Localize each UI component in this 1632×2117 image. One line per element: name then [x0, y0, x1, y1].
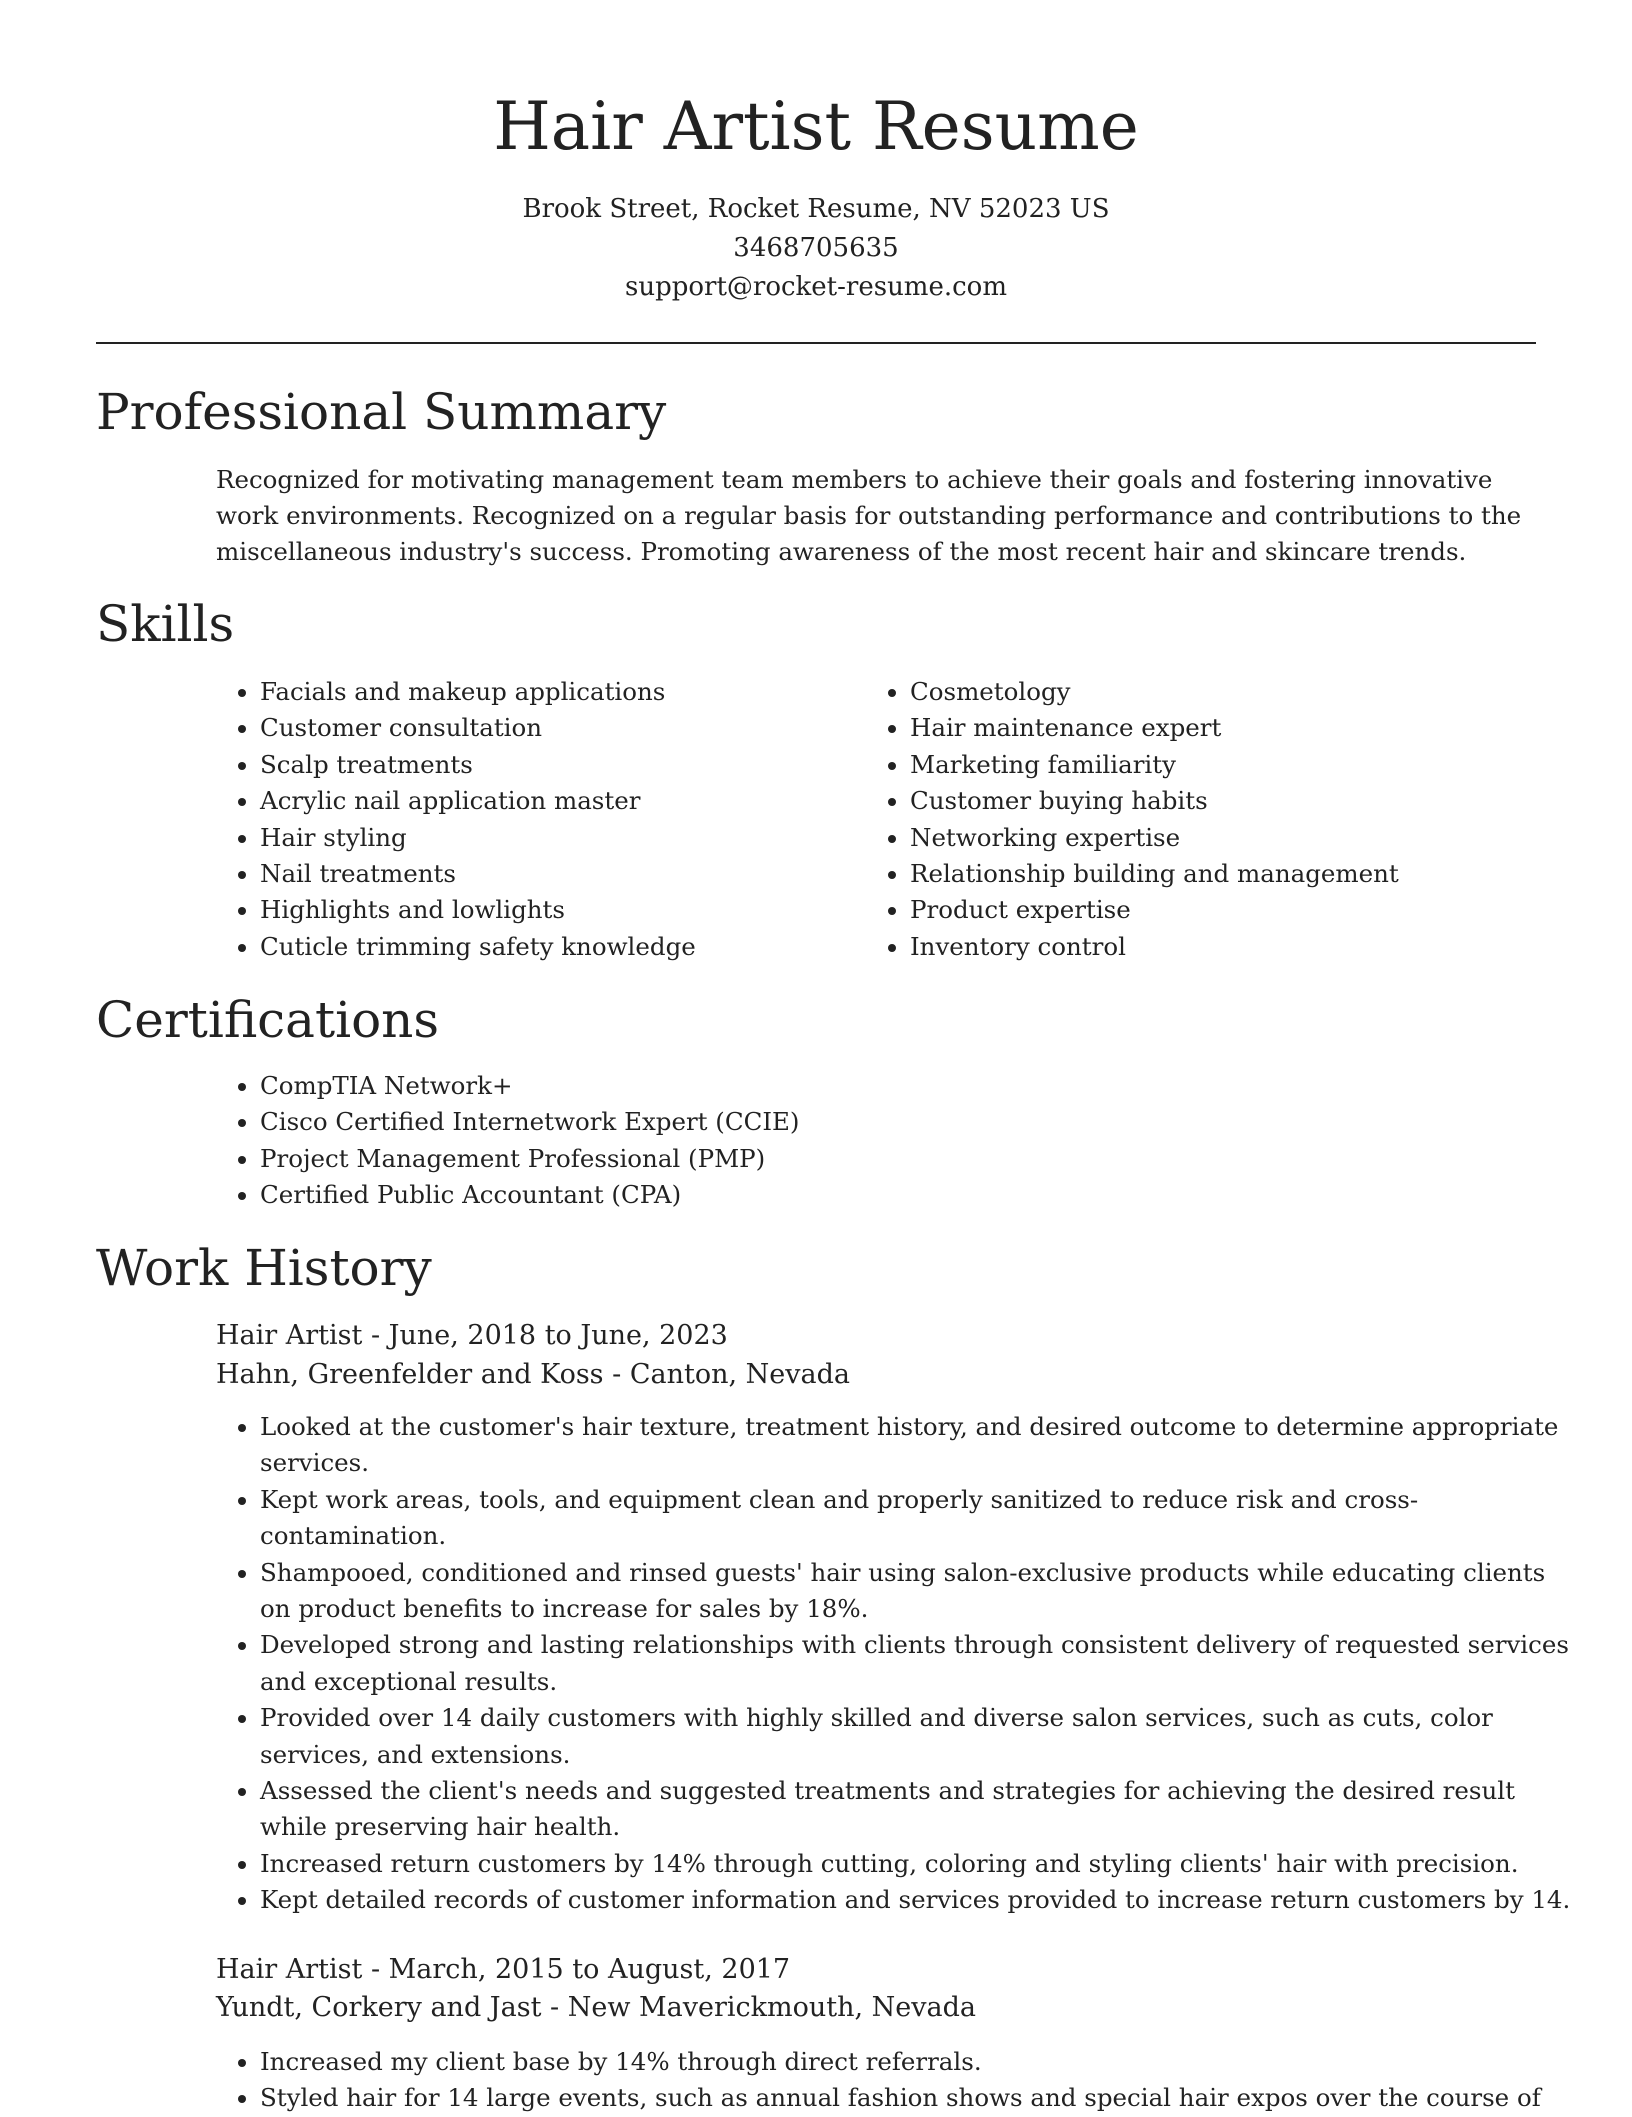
summary-heading: Professional Summary [96, 383, 667, 441]
job-bullet: • Developed strong and lasting relationships with clients through consistent delivery of requested services and exceptional results. [260, 1627, 1580, 1700]
header-divider [96, 342, 1536, 344]
work-history-heading: Work History [96, 1239, 432, 1297]
certification-item: • Project Management Professional (PMP) [260, 1141, 1580, 1177]
skill-item: • Marketing familiarity [910, 747, 1580, 783]
skill-item: • Customer buying habits [910, 783, 1580, 819]
summary-text: Recognized for motivating management team members to achieve their goals and fostering innovative work environments. Recognized on a regular basis for outstanding performance and contributions to the miscellaneous industry's success. Promoting awareness of the most recent hair and skincare trends. [216, 465, 1522, 566]
skills-list-left [216, 674, 860, 965]
job-bullet: • Provided over 14 daily customers with highly skilled and diverse salon services, such as cuts, color services, and extensions. [260, 1700, 1580, 1773]
job-bullet: • Kept detailed records of customer information and services provided to increase return customers by 14. [260, 1882, 1580, 1918]
job-bullets [216, 1409, 1580, 1919]
job-bullet: • Increased return customers by 14% through cutting, coloring and styling clients' hair with precision. [260, 1846, 1580, 1882]
skill-item: • Facials and makeup applications [260, 674, 860, 710]
job-bullet: • Assessed the client's needs and suggested treatments and strategies for achieving the desired result while preserving hair health. [260, 1773, 1580, 1846]
skill-item: • Hair maintenance expert [910, 710, 1580, 746]
certifications-list [216, 1068, 1580, 1214]
job-title: Hair Artist - March, 2015 to August, 2017 [216, 1954, 791, 1985]
skill-item: • Customer consultation [260, 710, 860, 746]
skill-item: • Hair styling [260, 820, 860, 856]
contact-email: support@rocket-resume.com [624, 272, 1007, 302]
skill-item: • Cuticle trimming safety knowledge [260, 929, 860, 965]
job-company: Yundt, Corkery and Jast - New Maverickmouth, Nevada [216, 1992, 977, 2023]
job-bullets [216, 2044, 1580, 2117]
skill-item: • Highlights and lowlights [260, 892, 860, 928]
job-bullet: • Increased my client base by 14% through direct referrals. [260, 2044, 1580, 2080]
certifications-heading: Certifications [96, 991, 440, 1049]
skills-heading: Skills [96, 595, 235, 653]
certification-item: • CompTIA Network+ [260, 1068, 1580, 1104]
skills-list-right [866, 674, 1580, 965]
skill-item: • Nail treatments [260, 856, 860, 892]
job-company: Hahn, Greenfelder and Koss - Canton, Nevada [216, 1359, 850, 1390]
skill-item: • Cosmetology [910, 674, 1580, 710]
job-bullet: • Kept work areas, tools, and equipment clean and properly sanitized to reduce risk and cross-contamination. [260, 1482, 1580, 1555]
skill-item: • Product expertise [910, 892, 1580, 928]
skill-item: • Acrylic nail application master [260, 783, 860, 819]
skill-item: • Inventory control [910, 929, 1580, 965]
job-bullet: • Styled hair for 14 large events, such as annual fashion shows and special hair expos over the course of [260, 2080, 1580, 2116]
contact-address: Brook Street, Rocket Resume, NV 52023 US [522, 194, 1110, 224]
job-title: Hair Artist - June, 2018 to June, 2023 [216, 1320, 728, 1351]
job-bullet: • Looked at the customer's hair texture, treatment history, and desired outcome to determine appropriate services. [260, 1409, 1580, 1482]
skill-item: • Scalp treatments [260, 747, 860, 783]
skill-item: • Relationship building and management [910, 856, 1580, 892]
skill-item: • Networking expertise [910, 820, 1580, 856]
contact-phone: 3468705635 [733, 233, 899, 263]
certification-item: • Certified Public Accountant (CPA) [260, 1177, 1580, 1213]
certification-item: • Cisco Certified Internetwork Expert (CCIE) [260, 1104, 1580, 1140]
resume-title: Hair Artist Resume [493, 88, 1139, 165]
job-bullet: • Shampooed, conditioned and rinsed guests' hair using salon-exclusive products while educating clients on product benefits to increase for sales by 18%. [260, 1555, 1580, 1628]
